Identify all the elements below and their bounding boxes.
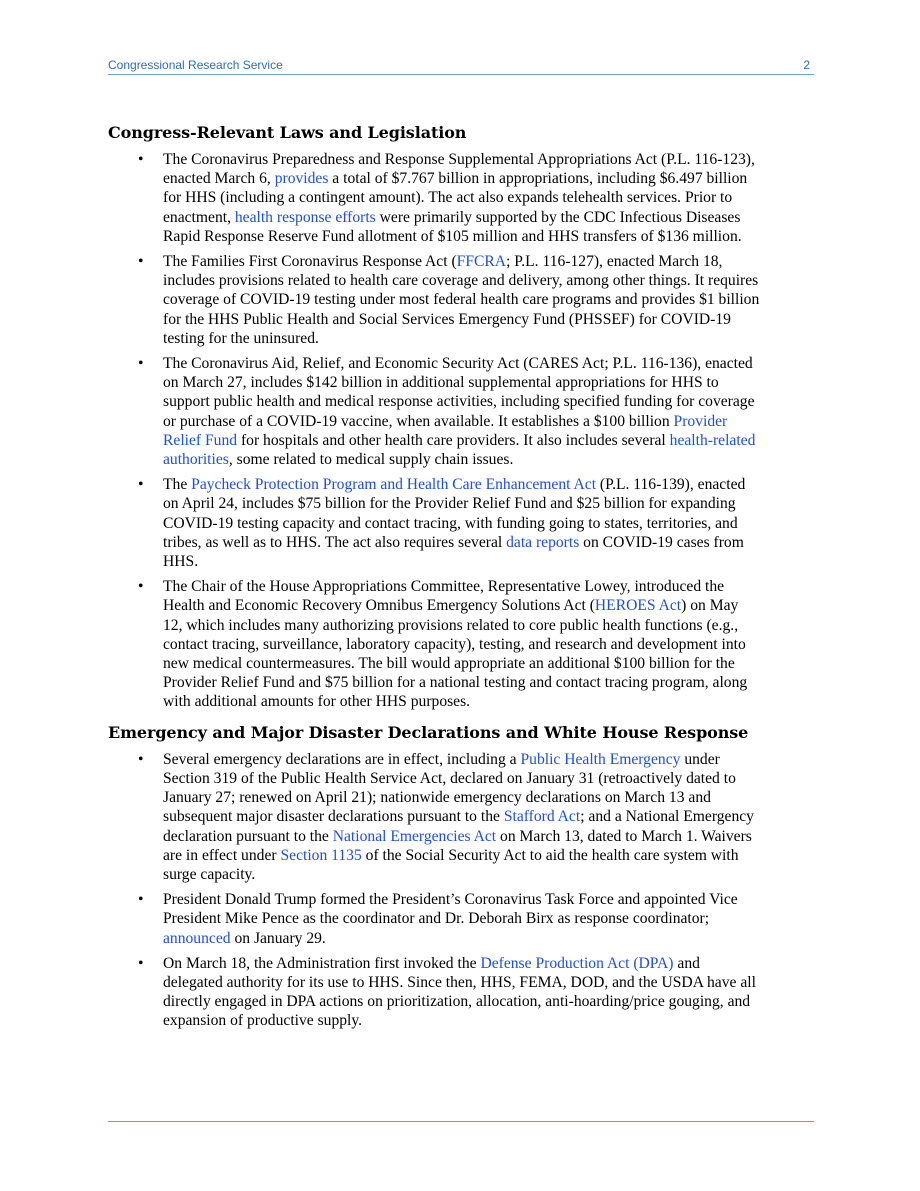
section-heading: Congress-Relevant Laws and Legislation (108, 123, 467, 142)
hyperlink[interactable]: health response efforts (234, 208, 376, 226)
hyperlink[interactable]: National Emergencies Act (332, 827, 497, 845)
list-item (108, 577, 760, 711)
list-item (108, 252, 760, 348)
body-text: President Donald Trump formed the President’s Coronavirus Task Force and appointed Vice President Mike Pence as the coordinator and Dr. Deborah Birx as response coordinator; (163, 891, 738, 928)
hyperlink[interactable]: Public Health Emergency (520, 750, 681, 768)
body-text: The Coronavirus Preparedness and Response Supplemental Appropriations Act (P.L. 116-123), enacted March 6, (163, 151, 755, 188)
hyperlink[interactable]: Paycheck Protection Program and Health Care Enhancement Act (191, 476, 597, 494)
list-item (108, 890, 760, 948)
body-text: for hospitals and other health care providers. It also includes several (237, 431, 670, 449)
hyperlink[interactable]: health-related authorities (163, 431, 756, 469)
body-text: on January 29. (230, 929, 326, 947)
body-text: on COVID-19 cases from HHS. (163, 533, 744, 571)
body-text: The (163, 476, 192, 494)
body-text: ; P.L. 116-127), enacted March 18, includes provisions related to health care coverage and delivery, among other things. It requires coverage of COVID-19 testing under most federal health care programs and provides $1 billion for the HHS Public Health and Social Services Emergency Fund (PHSSEF) for COVID-19 testing for the uninsured. (163, 253, 760, 347)
bullet-icon: • (138, 355, 144, 373)
body-text: ) on May 12, which includes many authorizing provisions related to core public health functions (e.g., contact tracing, surveillance, laboratory capacity), testing, and research and development into new medical countermeasures. The bill would appropriate an additional $100 billion for the Provider Relief Fund and $75 billion for a national testing and contact tracing program, along with additional amounts for other HHS purposes. (163, 597, 748, 711)
body-text: and delegated authority for its use to HHS. Since then, HHS, FEMA, DOD, and the USDA have all directly engaged in DPA actions on prioritization, allocation, anti-hoarding/price gouging, and expansion of productive supply. (163, 954, 756, 1030)
body-text: The Coronavirus Aid, Relief, and Economic Security Act (CARES Act; P.L. 116-136), enacted on March 27, includes $142 billion in additional supplemental appropriations for HHS to support public health and medical response activities, including specified funding for coverage or purchase of a COVID-19 vaccine, when available. It establishes a $100 billion (163, 355, 755, 430)
organization-name: Congressional Research Service (108, 58, 283, 72)
body-text: (P.L. 116-139), enacted on April 24, includes $75 billion for the Provider Relief Fund and $25 billion for expanding COVID-19 testing capacity and contact tracing, with funding going to states, territories, and tribes, as well as to HHS. The act also requires several (163, 476, 746, 551)
body-text: , some related to medical supply chain issues. (228, 451, 514, 469)
section-heading: Emergency and Major Disaster Declarations and White House Response (108, 722, 749, 742)
bullet-icon: • (138, 954, 144, 972)
list-item (108, 354, 760, 469)
body-text: under Section 319 of the Public Health Service Act, declared on January 31 (retroactively dated to January 27; renewed on April 21); nationwide emergency declarations on March 13 and subsequent major disaster declarations pursuant to the (163, 750, 736, 826)
hyperlink[interactable]: Defense Production Act (DPA) (480, 954, 674, 972)
bullet-icon: • (138, 891, 144, 909)
body-text: on March 13, dated to March 1. Waivers are in effect under (163, 827, 752, 864)
body-text: of the Social Security Act to aid the health care system with surge capacity. (163, 846, 739, 883)
body-text: Several emergency declarations are in effect, including a (163, 750, 521, 768)
header-divider (108, 74, 814, 75)
bullet-icon: • (138, 253, 144, 271)
hyperlink[interactable]: FFCRA (456, 253, 507, 271)
bullet-list (108, 150, 760, 712)
main-content (108, 122, 760, 1037)
hyperlink[interactable]: Section 1135 (280, 846, 362, 864)
hyperlink[interactable]: HEROES Act (594, 597, 682, 615)
bullet-list (108, 750, 760, 1031)
body-text: The Chair of the House Appropriations Committee, Representative Lowey, introduced the Health and Economic Recovery Omnibus Emergency Solutions Act ( (163, 578, 725, 615)
body-text: were primarily supported by the CDC Infectious Diseases Rapid Response Reserve Fund allotment of $105 million and HHS transfers of $136 million. (163, 208, 742, 245)
hyperlink[interactable]: data reports (506, 533, 580, 551)
bullet-icon: • (138, 476, 144, 494)
bullet-icon: • (138, 750, 144, 768)
list-item (108, 150, 760, 246)
list-item (108, 750, 760, 884)
bullet-icon: • (138, 578, 144, 596)
body-text: ; and a National Emergency declaration pursuant to the (163, 808, 754, 845)
body-text: On March 18, the Administration first invoked the (163, 954, 481, 972)
body-text: a total of $7.767 billion in appropriations, including $6.497 billion for HHS (including a contingent amount). The act also expands telehealth services. Prior to enactment, (163, 170, 748, 226)
hyperlink[interactable]: provides (274, 170, 329, 188)
hyperlink[interactable]: announced (163, 929, 231, 947)
hyperlink[interactable]: Provider Relief Fund (163, 412, 728, 449)
list-item (108, 475, 760, 571)
hyperlink[interactable]: Stafford Act (503, 808, 581, 826)
page-number: 2 (803, 58, 810, 72)
list-item (108, 954, 760, 1031)
bullet-icon: • (138, 151, 144, 168)
body-text: The Families First Coronavirus Response Act ( (163, 253, 457, 271)
footer-divider (108, 1121, 814, 1122)
